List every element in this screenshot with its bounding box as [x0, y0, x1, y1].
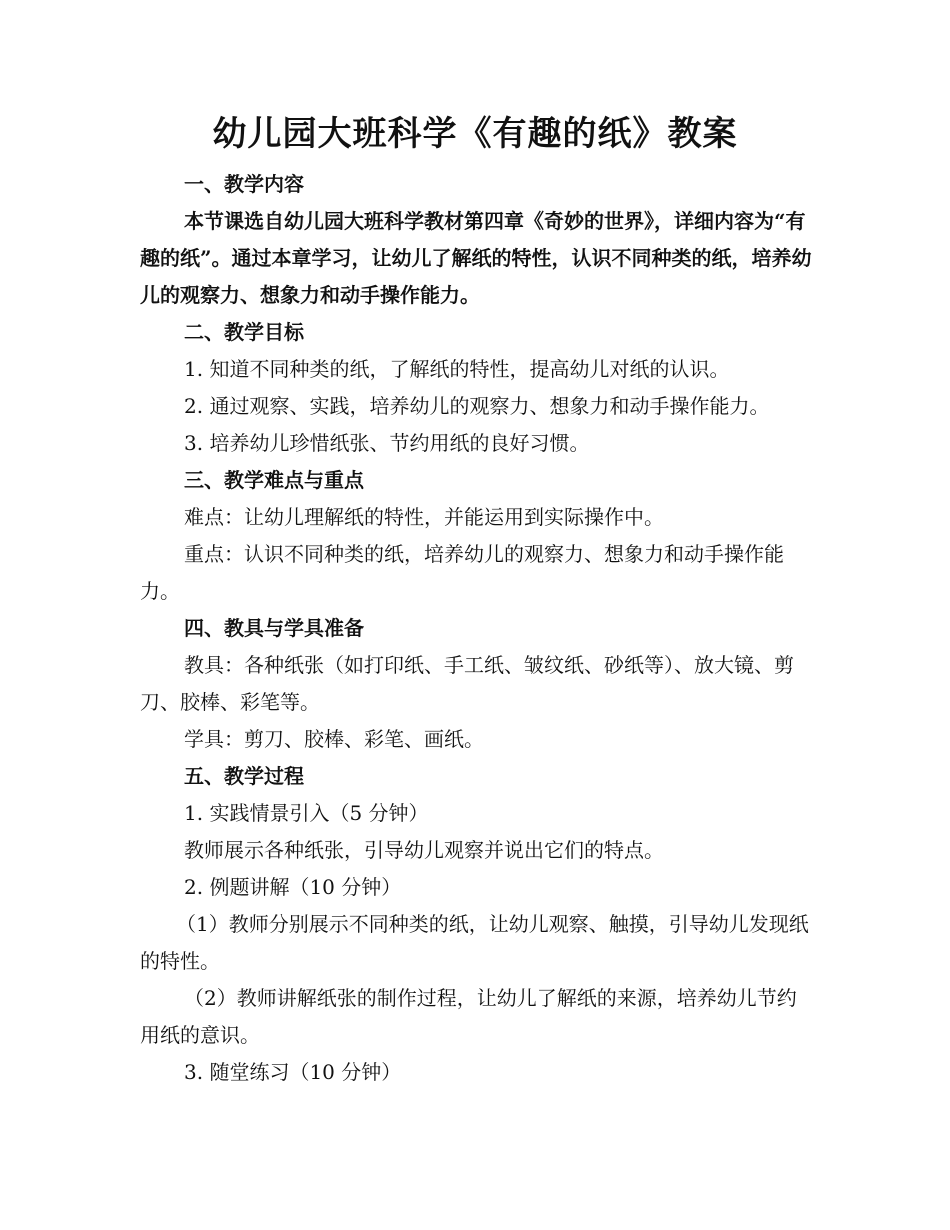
objective-item-3: 3. 培养幼儿珍惜纸张、节约用纸的良好习惯。 — [184, 431, 590, 455]
process-step-1-body: 教师展示各种纸张，引导幼儿观察并说出它们的特点。 — [184, 838, 664, 862]
section-heading-objectives: 二、教学目标 — [184, 320, 304, 344]
section-heading-content: 一、教学内容 — [184, 172, 304, 196]
process-step-2b: （2）教师讲解纸张的制作过程，让幼儿了解纸的来源，培养幼儿节约用纸的意识。 — [140, 986, 797, 1047]
student-tools-paragraph: 学具：剪刀、胶棒、彩笔、画纸。 — [184, 727, 484, 751]
section-heading-process: 五、教学过程 — [184, 764, 304, 788]
difficulty-paragraph: 难点：让幼儿理解纸的特性，并能运用到实际操作中。 — [184, 505, 664, 529]
process-step-2-title: 2. 例题讲解（10 分钟） — [184, 875, 402, 899]
section-heading-materials: 四、教具与学具准备 — [184, 616, 364, 640]
process-step-2a: （1）教师分别展示不同种类的纸，让幼儿观察、触摸，引导幼儿发现纸的特性。 — [140, 912, 809, 973]
process-step-3-title: 3. 随堂练习（10 分钟） — [184, 1060, 402, 1084]
teacher-tools-paragraph: 教具：各种纸张（如打印纸、手工纸、皱纹纸、砂纸等）、放大镜、剪刀、胶棒、彩笔等。 — [140, 653, 794, 714]
page-title: 幼儿园大班科学《有趣的纸》教案 — [212, 114, 738, 154]
objective-item-2: 2. 通过观察、实践，培养幼儿的观察力、想象力和动手操作能力。 — [184, 394, 770, 418]
key-point-paragraph: 重点：认识不同种类的纸，培养幼儿的观察力、想象力和动手操作能力。 — [140, 542, 784, 603]
process-step-1-title: 1. 实践情景引入（5 分钟） — [184, 801, 429, 825]
section-heading-difficulties: 三、教学难点与重点 — [184, 468, 364, 492]
document-body — [140, 166, 812, 1091]
objective-item-1: 1. 知道不同种类的纸，了解纸的特性，提高幼儿对纸的认识。 — [184, 357, 730, 381]
content-paragraph: 本节课选自幼儿园大班科学教材第四章《奇妙的世界》，详细内容为“有趣的纸”。通过本章学习，让幼儿了解纸的特性，认识不同种类的纸，培养幼儿的观察力、想象力和动手操作能力。 — [140, 209, 812, 307]
